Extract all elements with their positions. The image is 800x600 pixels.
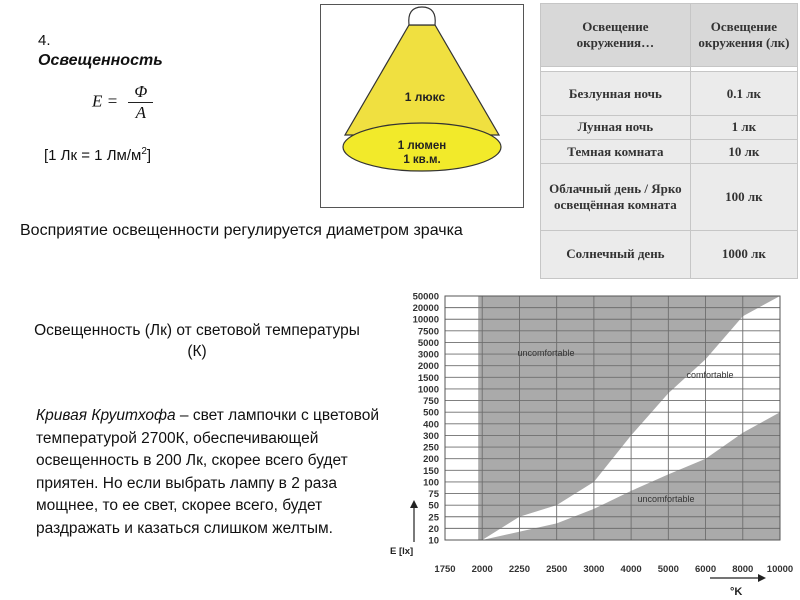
y-tick-label: 7500 (417, 326, 439, 338)
table-row-label: Облачный день / Ярко освещённая комната (541, 164, 691, 230)
table-row-value: 100 лк (690, 164, 797, 230)
table-row-label: Темная комната (541, 139, 691, 163)
temperature-caption: Освещенность (Лк) от световой температуры (К) (34, 322, 360, 360)
x-tick-label: 1750 (434, 564, 456, 575)
y-tick-label: 20000 (412, 303, 439, 315)
region-label-middle: comfortable (686, 370, 734, 380)
bulb-icon (409, 7, 435, 25)
section-title: Освещенность (38, 52, 163, 69)
y-tick-label: 50000 (412, 291, 439, 303)
kruithof-body: – свет лампочки с цветовой температурой 2700К, обеспечивающей освещенность в 200 Лк, скорее всего будет приятен. Но если выбрать лампу в 2 раза мощнее, то ее свет, скорее всего, будет раздражать и казаться слишком желтым. (36, 407, 379, 537)
y-tick-label: 10000 (412, 314, 439, 326)
y-tick-label: 200 (423, 454, 439, 466)
y-tick-label: 750 (423, 396, 439, 408)
y-axis-label: E [lx] (390, 546, 414, 557)
y-tick-label: 50 (428, 500, 439, 512)
y-tick-label: 300 (423, 430, 439, 442)
x-tick-label: 4000 (620, 564, 642, 575)
y-tick-label: 400 (423, 419, 439, 431)
x-tick-label: 2250 (508, 564, 531, 575)
x-tick-label: 2500 (546, 564, 568, 575)
y-tick-label: 3000 (417, 349, 439, 361)
light-cone (345, 25, 499, 135)
table-row-label: Безлунная ночь (541, 72, 691, 115)
unit-definition: [1 Лк = 1 $Лм/м^2$] (44, 146, 152, 164)
illuminance-formula (92, 82, 153, 123)
x-tick-label: 5000 (657, 564, 679, 575)
x-tick-label: 2000 (471, 564, 493, 575)
y-tick-label: 1000 (417, 384, 439, 396)
y-tick-label: 75 (428, 489, 439, 501)
lumen-label: 1 люмен (397, 140, 447, 152)
lamp-illustration (320, 4, 524, 208)
y-tick-label: 250 (423, 442, 439, 454)
y-tick-label: 150 (423, 465, 439, 477)
y-tick-label: 20 (428, 523, 439, 535)
x-axis-label: °K (730, 586, 743, 598)
illuminance-table (540, 3, 798, 279)
table-row-label: Солнечный день (541, 230, 691, 278)
kruithof-chart (378, 280, 798, 598)
lamp-svg (321, 5, 523, 207)
unit-exponent: 2 (141, 146, 147, 157)
x-tick-label: 6000 (694, 564, 717, 575)
region-label-lower: uncomfortable (637, 494, 695, 504)
region-label-upper: uncomfortable (517, 348, 575, 358)
x-tick-label: 3000 (583, 564, 605, 575)
x-axis-arrowhead (758, 574, 766, 582)
kruithof-paragraph (36, 405, 381, 540)
y-tick-label: 1500 (417, 372, 439, 384)
formula-lhs: E (92, 91, 103, 111)
area-label: 1 кв.м. (403, 154, 441, 166)
table-row-value: 0.1 лк (690, 72, 797, 115)
x-tick-label: 10000 (766, 564, 794, 575)
y-tick-label: 10 (428, 535, 439, 547)
formula-fraction (128, 82, 153, 123)
table-row-value: 1000 лк (690, 230, 797, 278)
y-tick-label: 500 (423, 407, 439, 419)
x-tick-label: 8000 (732, 564, 754, 575)
table-row-value: 1 лк (690, 115, 797, 139)
table-row-label: Лунная ночь (541, 115, 691, 139)
table-row-value: 10 лк (690, 139, 797, 163)
y-tick-label: 5000 (417, 337, 439, 349)
pupil-text: Восприятие освещенности регулируется диаметром зрачка (20, 222, 463, 239)
y-tick-label: 2000 (417, 361, 439, 373)
y-tick-label: 25 (428, 512, 439, 524)
formula-denominator: A (135, 103, 147, 122)
lux-label: 1 люкс (404, 90, 446, 104)
y-tick-label: 100 (423, 477, 439, 489)
kruithof-lead: Кривая Круитхофа (36, 407, 176, 424)
table-header-environment: Освещение окружения… (541, 4, 691, 67)
formula-numerator: Φ (128, 82, 153, 103)
formula-operator: = (106, 91, 119, 111)
table-header-lux: Освещение окружения (лк) (690, 4, 797, 67)
section-number: 4. (38, 32, 51, 49)
y-axis-arrowhead (410, 500, 418, 508)
